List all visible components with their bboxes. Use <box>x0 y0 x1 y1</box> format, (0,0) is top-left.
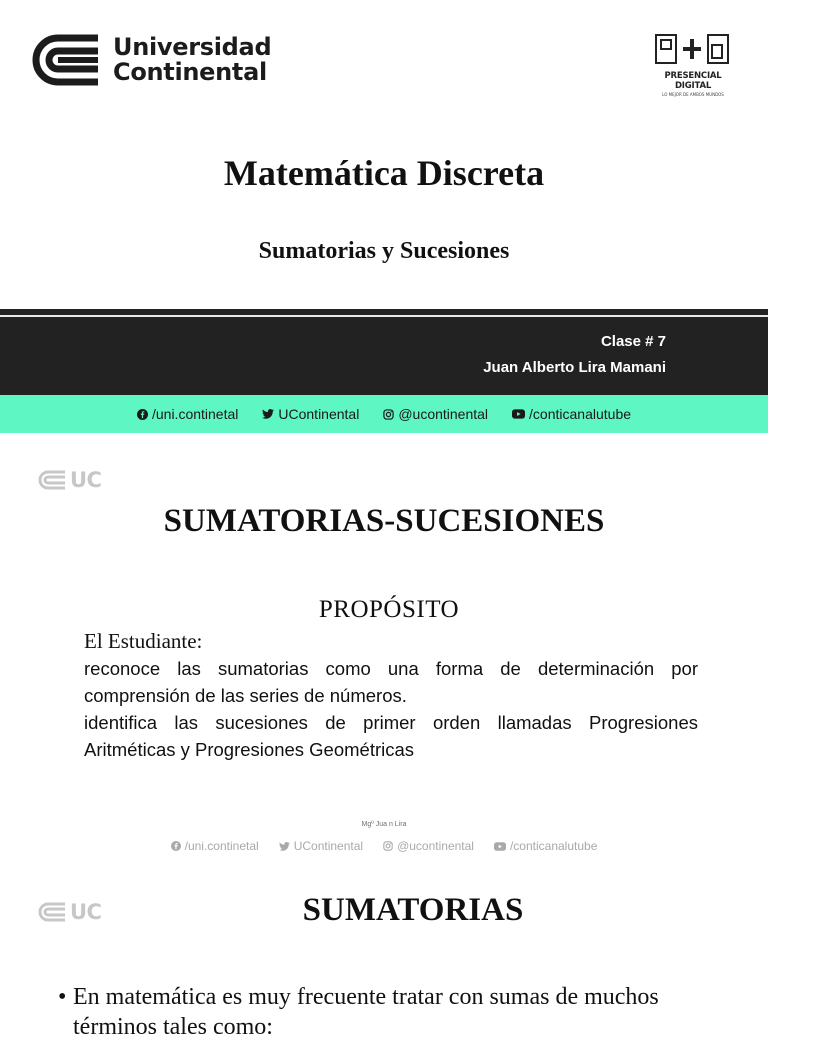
twitter-link[interactable] <box>279 839 363 853</box>
bullet-dot-icon: • <box>58 984 67 1010</box>
youtube-handle: /conticanalutube <box>529 406 632 422</box>
title-slide <box>0 0 768 433</box>
info-band <box>0 309 768 395</box>
uc-small-logo <box>38 468 101 492</box>
purpose-slide <box>0 433 768 870</box>
course-subtitle: Sumatorias y Sucesiones <box>258 238 510 264</box>
student-label: El Estudiante: <box>84 629 203 653</box>
youtube-icon <box>512 409 525 419</box>
bullet-item <box>58 982 718 1042</box>
slide-title: SUMATORIAS <box>302 892 524 928</box>
sumatorias-slide <box>0 870 768 1040</box>
uc-small-text: UC <box>70 468 102 492</box>
purpose-paragraph: reconoce las sumatorias como una forma de determinación por comprensión de las series de números. <box>84 658 698 706</box>
logo-wordmark <box>113 35 271 85</box>
youtube-link[interactable] <box>494 839 597 853</box>
facebook-link[interactable] <box>137 406 238 422</box>
pd-title: PRESENCIAL DIGITAL <box>664 71 722 91</box>
footer-author: Mgº Jua n Lira <box>361 821 407 828</box>
slide-title: SUMATORIAS-SUCESIONES <box>163 503 605 539</box>
uc-logo-mark-icon <box>32 34 100 86</box>
facebook-link[interactable] <box>171 839 259 853</box>
youtube-icon <box>494 842 506 851</box>
logo-line-1: Universidad <box>113 33 272 61</box>
author-name: Juan Alberto Lira Mamani <box>483 359 666 376</box>
facebook-handle: /uni.continetal <box>151 406 239 422</box>
purpose-paragraph: identifica las sucesiones de primer orden llamadas Progresiones Aritméticas y Progresiones Geométricas <box>84 712 698 760</box>
instagram-icon <box>383 409 394 420</box>
instagram-link[interactable] <box>383 839 474 853</box>
instagram-icon <box>383 841 393 851</box>
twitter-handle: UContinental <box>293 839 364 853</box>
universidad-continental-logo <box>32 34 271 86</box>
facebook-handle: /uni.continetal <box>184 839 259 853</box>
uc-small-text: UC <box>70 900 102 924</box>
presencial-digital-logo <box>648 33 738 97</box>
pd-mark-icon <box>654 33 732 65</box>
bullet-text: En matemática es muy frecuente tratar con sumas de muchos términos tales como: <box>73 984 659 1040</box>
purpose-body <box>84 655 698 763</box>
facebook-icon <box>137 409 148 420</box>
youtube-link[interactable] <box>512 406 631 422</box>
logo-line-2: Continental <box>113 58 267 86</box>
course-title: Matemática Discreta <box>223 153 545 193</box>
twitter-icon <box>279 842 290 851</box>
class-number: Clase # 7 <box>600 333 666 350</box>
twitter-handle: UContinental <box>278 406 360 422</box>
instagram-handle: @ucontinental <box>397 839 474 853</box>
band-divider <box>0 315 768 317</box>
instagram-link[interactable] <box>383 406 488 422</box>
pd-subtitle: LO MEJOR DE AMBOS MUNDOS <box>662 92 724 97</box>
facebook-icon <box>171 841 181 851</box>
social-bar <box>0 395 768 433</box>
uc-small-mark-icon <box>38 470 66 490</box>
footer-social <box>0 839 768 853</box>
twitter-icon <box>262 409 274 419</box>
twitter-link[interactable] <box>262 406 359 422</box>
purpose-heading: PROPÓSITO <box>318 596 460 623</box>
instagram-handle: @ucontinental <box>398 406 489 422</box>
youtube-handle: /conticanalutube <box>509 839 598 853</box>
